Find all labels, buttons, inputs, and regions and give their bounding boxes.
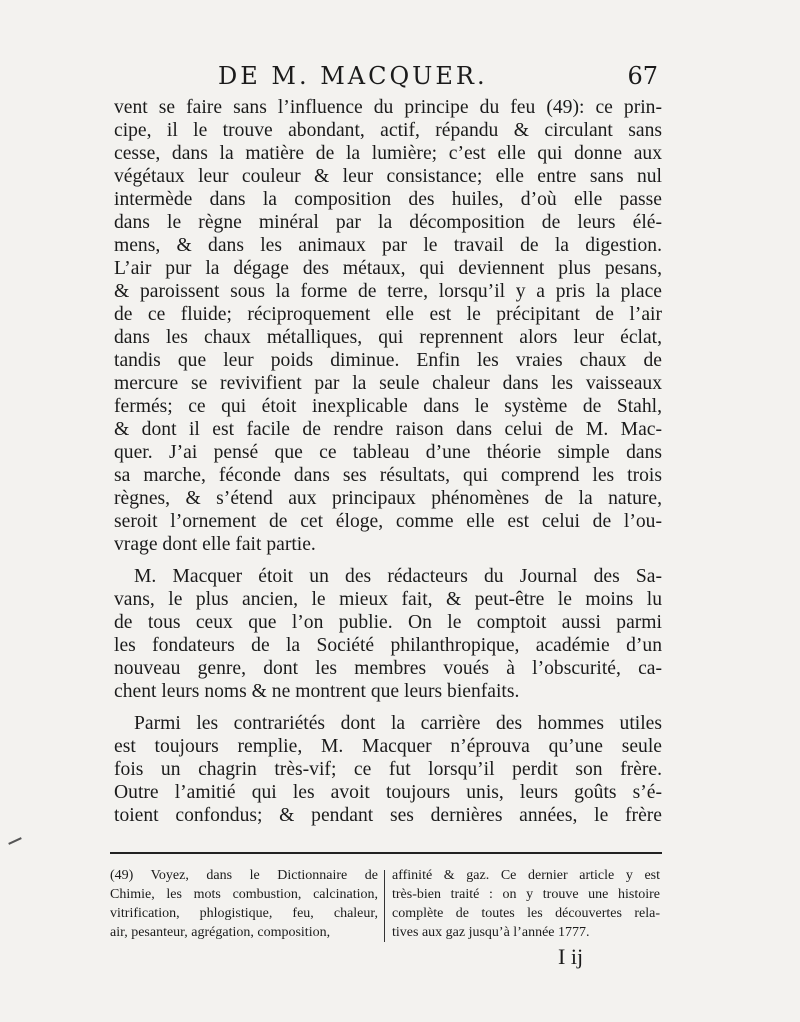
text-line: vent se faire sans l’influence du principe du feu (49): ce prin- [114, 97, 662, 118]
text-line: vans, le plus ancien, le mieux fait, & peut-être le moins lu [114, 589, 662, 610]
scan-mark [8, 837, 22, 845]
footnote-column-left [110, 866, 378, 942]
text-line: & paroissent sous la forme de terre, lorsqu’il y a pris la place [114, 281, 662, 302]
text-line: Outre l’amitié qui les avoit toujours unis, leurs goûts s’é- [114, 782, 662, 803]
footnote-line: tives aux gaz jusqu’à l’année 1777. [392, 925, 590, 940]
running-title: DE M. MACQUER. [218, 62, 488, 90]
paragraph-gap [114, 556, 662, 565]
text-line: mercure se revivifient par la seule chaleur dans les vaisseaux [114, 373, 662, 394]
paragraph-2 [114, 565, 662, 703]
page-number: 67 [627, 62, 658, 90]
text-line: L’air pur la dégage des métaux, qui deviennent plus pesans, [114, 258, 662, 279]
running-head [218, 62, 658, 92]
footnote-divider [384, 870, 385, 942]
footnote-line: Chimie, les mots combustion, calcination, [110, 887, 378, 902]
text-line: dans les chaux métalliques, qui reprennent alors leur éclat, [114, 327, 662, 348]
footnote-rule [110, 852, 662, 854]
footnote-column-right [392, 866, 660, 942]
text-line: vrage dont elle fait partie. [114, 534, 316, 555]
text-line: M. Macquer étoit un des rédacteurs du Journal des Sa- [134, 566, 662, 587]
text-line: fois un chagrin très-vif; ce fut lorsqu’il perdit son frère. [114, 759, 662, 780]
text-line: cesse, dans la matière de la lumière; c’est elle qui donne aux [114, 143, 662, 164]
text-line: de ce fluide; réciproquement elle est le précipitant de l’air [114, 304, 662, 325]
footnotes [110, 866, 662, 946]
paragraph-1 [114, 96, 662, 556]
body-text [114, 96, 662, 827]
text-line: seroit l’ornement de cet éloge, comme elle est celui de l’ou- [114, 511, 662, 532]
text-line: fermés; ce qui étoit inexplicable dans le système de Stahl, [114, 396, 662, 417]
text-line: & dont il est facile de rendre raison dans celui de M. Mac- [114, 419, 662, 440]
paragraph-gap [114, 703, 662, 712]
text-line: mens, & dans les animaux par le travail de la digestion. [114, 235, 662, 256]
footnote-line: affinité & gaz. Ce dernier article y est [392, 868, 660, 883]
text-line: intermède dans la composition des huiles, d’où elle passe [114, 189, 662, 210]
text-line: végétaux leur couleur & leur consistance; elle entre sans nul [114, 166, 662, 187]
text-line: de tous ceux que l’on publie. On le comptoit aussi parmi [114, 612, 662, 633]
text-line: cipe, il le trouve abondant, actif, répandu & circulant sans [114, 120, 662, 141]
footnote-line: (49) Voyez, dans le Dictionnaire de [110, 868, 378, 883]
text-line: sa marche, féconde dans ses résultats, qui comprend les trois [114, 465, 662, 486]
footnote-line: vitrification, phlogistique, feu, chaleur, [110, 906, 378, 921]
signature-mark: I ij [558, 944, 584, 969]
text-line: règnes, & s’étend aux principaux phénomènes de la nature, [114, 488, 662, 509]
paragraph-3 [114, 712, 662, 827]
text-line: est toujours remplie, M. Macquer n’éprouva qu’une seule [114, 736, 662, 757]
text-line: les fondateurs de la Société philanthropique, académie d’un [114, 635, 662, 656]
text-line: quer. J’ai pensé que ce tableau d’une théorie simple dans [114, 442, 662, 463]
text-line: nouveau genre, dont les membres voués à l’obscurité, ca- [114, 658, 662, 679]
text-line: tandis que leur poids diminue. Enfin les vraies chaux de [114, 350, 662, 371]
footnote-line: complète de toutes les découvertes rela- [392, 906, 660, 921]
text-line: toient confondus; & pendant ses dernières années, le frère [114, 805, 662, 826]
text-line: chent leurs noms & ne montrent que leurs bienfaits. [114, 681, 520, 702]
text-line: dans le règne minéral par la décomposition de leurs élé- [114, 212, 662, 233]
footnote-line: air, pesanteur, agrégation, composition, [110, 925, 331, 940]
text-line: Parmi les contrariétés dont la carrière des hommes utiles [134, 713, 662, 734]
footnote-line: très-bien traité : on y trouve une histoire [392, 887, 660, 902]
